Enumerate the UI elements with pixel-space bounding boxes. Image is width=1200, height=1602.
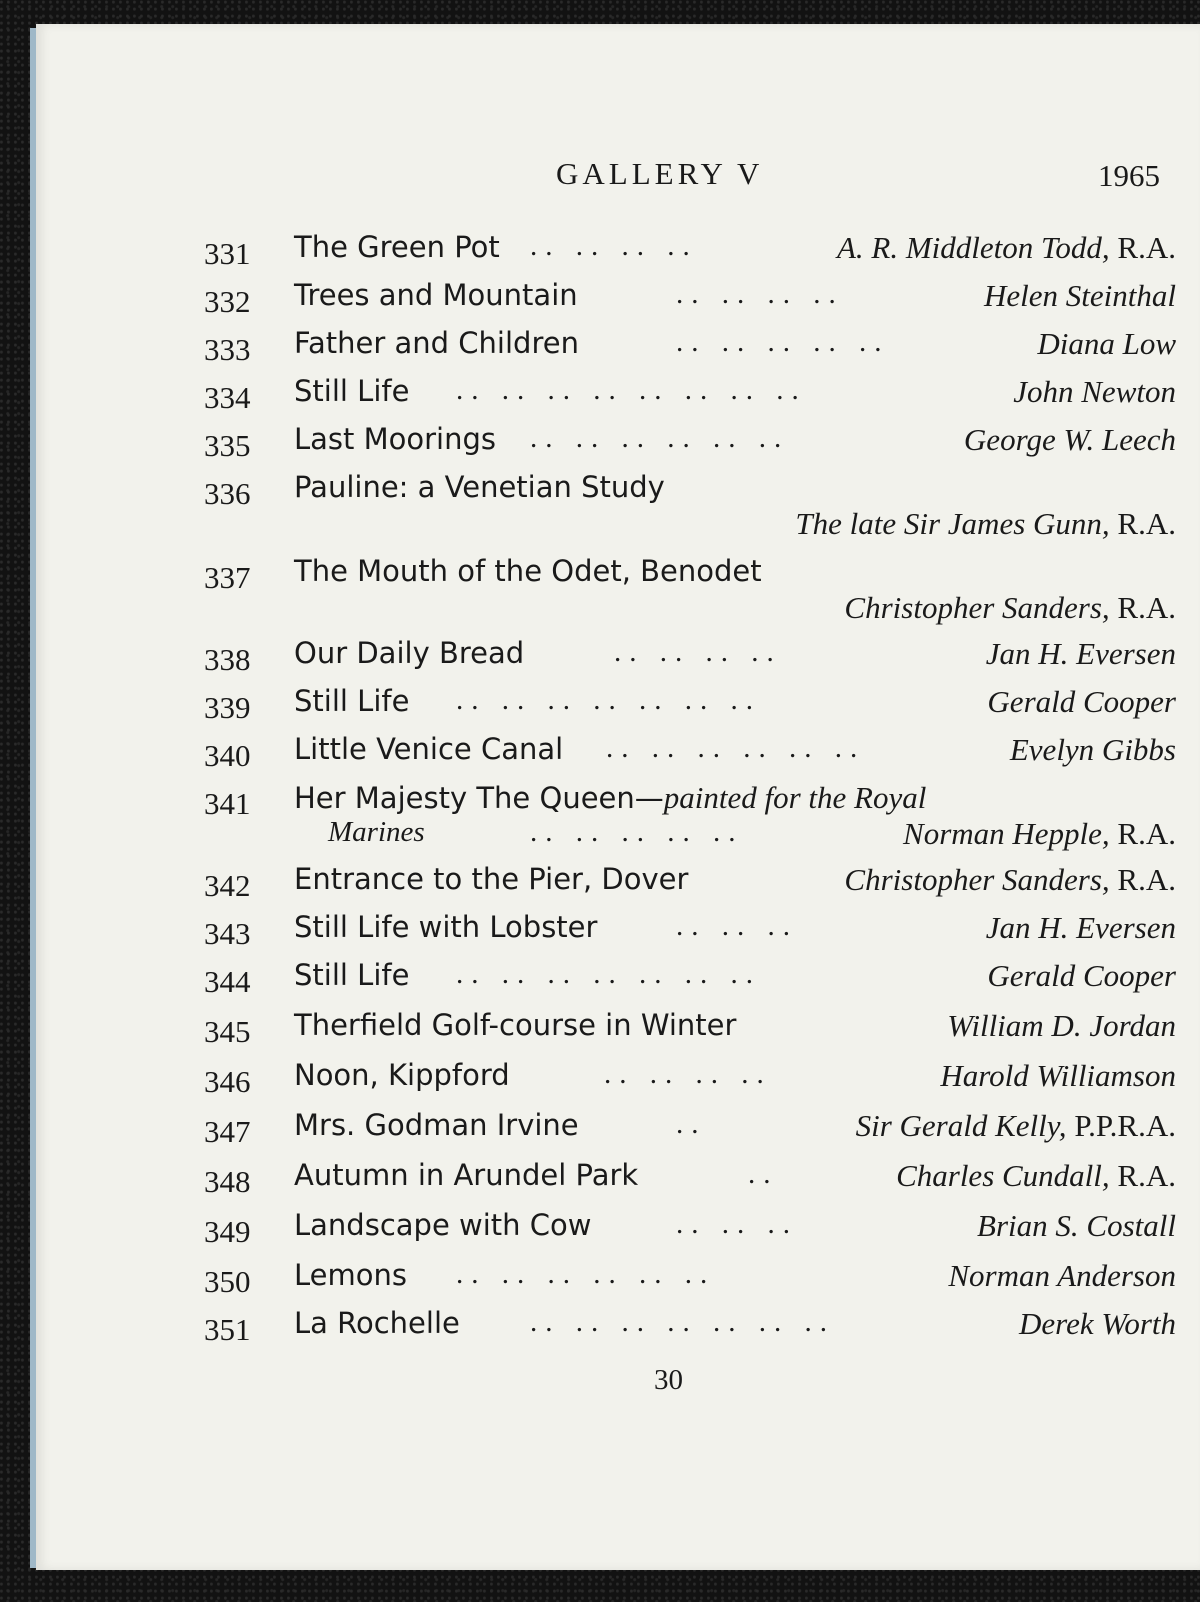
entry-title: Pauline: a Venetian Study: [294, 470, 665, 504]
dot-leader: ..: [748, 1158, 779, 1190]
entry-artist: Gerald Cooper: [987, 684, 1176, 719]
entry-title: Little Venice Canal: [294, 732, 564, 766]
entry-artist: Norman Anderson: [948, 1258, 1176, 1293]
entry-artist: Helen Steinthal: [984, 278, 1176, 313]
entry-title: Landscape with Cow: [294, 1208, 592, 1242]
entry-title: Entrance to the Pier, Dover: [294, 862, 689, 896]
entry-number: 332: [204, 284, 251, 319]
entry-number: 338: [204, 642, 251, 677]
page-header: [36, 156, 1200, 200]
entry-title: The Mouth of the Odet, Benodet: [294, 554, 762, 588]
entry-artist: Christopher Sanders, R.A.: [844, 590, 1176, 625]
dot-leader: .. .. .. .. .. .. ..: [456, 684, 761, 716]
entry-title: Still Life: [294, 958, 410, 992]
dot-leader: .. .. .. .. .. ..: [606, 732, 866, 764]
entry-number: 331: [204, 236, 251, 271]
entry-title: Our Daily Bread: [294, 636, 525, 670]
entry-title: Still Life: [294, 374, 410, 408]
catalogue-page: [36, 24, 1200, 1570]
entry-number: 347: [204, 1114, 251, 1149]
dot-leader: .. .. .. .. .. ..: [530, 422, 790, 454]
dot-leader: .. .. .. ..: [530, 230, 698, 262]
entry-title: Therfield Golf-course in Winter: [294, 1008, 737, 1042]
entry-number: 349: [204, 1214, 251, 1249]
entry-number: 345: [204, 1014, 251, 1049]
entry-artist: The late Sir James Gunn, R.A.: [795, 506, 1176, 541]
entry-number: 348: [204, 1164, 251, 1199]
dot-leader: .. .. ..: [676, 910, 798, 942]
year: 1965: [1098, 158, 1160, 193]
entry-artist: Christopher Sanders, R.A.: [844, 862, 1176, 897]
entry-artist: George W. Leech: [963, 422, 1176, 457]
entry-number: 335: [204, 428, 251, 463]
entry-artist: Jan H. Eversen: [985, 910, 1176, 945]
dot-leader: .. .. .. .. .. .. .. ..: [456, 374, 807, 406]
dot-leader: .. .. .. .. ..: [676, 326, 890, 358]
entry-number: 333: [204, 332, 251, 367]
entry-title: Trees and Mountain: [294, 278, 578, 312]
dot-leader: .. .. .. ..: [676, 278, 844, 310]
entry-number: 343: [204, 916, 251, 951]
dot-leader: .. .. .. ..: [604, 1058, 772, 1090]
entry-artist: John Newton: [1013, 374, 1176, 409]
entry-artist: Brian S. Costall: [977, 1208, 1176, 1243]
entry-title: Still Life with Lobster: [294, 910, 598, 944]
entry-number: 350: [204, 1264, 251, 1299]
entry-artist: Harold Williamson: [940, 1058, 1176, 1093]
dot-leader: .. .. .. .. .. .. ..: [456, 958, 761, 990]
dot-leader: .. .. .. .. ..: [530, 816, 744, 848]
entry-title: Father and Children: [294, 326, 579, 360]
dot-leader: .. .. .. ..: [614, 636, 782, 668]
entry-number: 351: [204, 1312, 251, 1347]
entry-number: 339: [204, 690, 251, 725]
entry-number: 342: [204, 868, 251, 903]
entry-title: Still Life: [294, 684, 410, 718]
dot-leader: ..: [676, 1108, 707, 1140]
entry-title: Lemons: [294, 1258, 407, 1292]
gallery-title: GALLERY V: [556, 156, 764, 191]
dot-leader: .. .. ..: [676, 1208, 798, 1240]
entry-artist: Sir Gerald Kelly, P.P.R.A.: [855, 1108, 1176, 1143]
entry-title: The Green Pot: [294, 230, 500, 264]
entry-artist: Norman Hepple, R.A.: [903, 816, 1176, 851]
entry-number: 336: [204, 476, 251, 511]
entry-artist: William D. Jordan: [947, 1008, 1176, 1043]
entry-title: Noon, Kippford: [294, 1058, 510, 1092]
entry-title-continuation: Marines: [328, 816, 425, 848]
entry-title: Her Majesty The Queen—painted for the Royal: [294, 780, 927, 815]
entry-title: Last Moorings: [294, 422, 497, 456]
entry-artist: Derek Worth: [1019, 1306, 1176, 1341]
entry-number: 341: [204, 786, 251, 821]
entry-title: Autumn in Arundel Park: [294, 1158, 639, 1192]
entry-number: 344: [204, 964, 251, 999]
entry-artist: Gerald Cooper: [987, 958, 1176, 993]
page-number: 30: [654, 1364, 683, 1396]
entry-title: Mrs. Godman Irvine: [294, 1108, 579, 1142]
entry-artist: Diana Low: [1037, 326, 1176, 361]
entry-number: 346: [204, 1064, 251, 1099]
entry-number: 337: [204, 560, 251, 595]
entry-number: 334: [204, 380, 251, 415]
entry-artist: Evelyn Gibbs: [1009, 732, 1176, 767]
dot-leader: .. .. .. .. .. ..: [456, 1258, 716, 1290]
entry-artist: Jan H. Eversen: [985, 636, 1176, 671]
entry-title: La Rochelle: [294, 1306, 460, 1340]
entry-artist: A. R. Middleton Todd, R.A.: [836, 230, 1176, 265]
entry-artist: Charles Cundall, R.A.: [896, 1158, 1176, 1193]
entry-number: 340: [204, 738, 251, 773]
dot-leader: .. .. .. .. .. .. ..: [530, 1306, 835, 1338]
